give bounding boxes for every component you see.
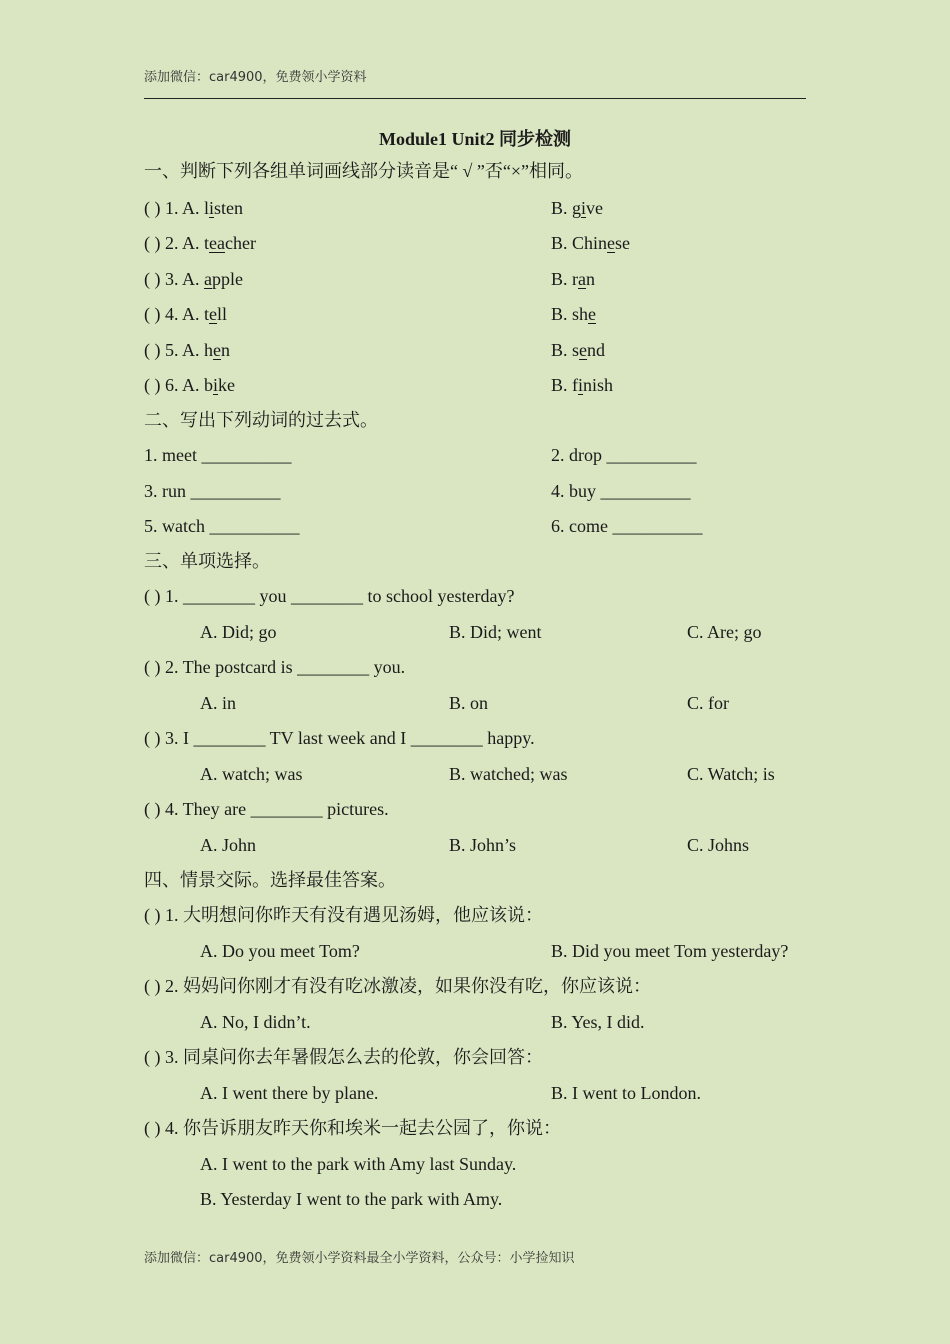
part2-heading: 二、写出下列动词的过去式。 bbox=[144, 410, 378, 430]
part4-heading: 四、情景交际。选择最佳答案。 bbox=[144, 870, 396, 890]
part4-q3-option-b: B. I went to London. bbox=[551, 1083, 701, 1103]
part1-item-2-a: ( ) 2. A. teacher bbox=[144, 233, 256, 253]
part1-item-2-b: B. Chinese bbox=[551, 233, 631, 253]
part4-q2-option-a: A. No, I didn’t. bbox=[200, 1012, 311, 1032]
part1-item-3-a: ( ) 3. A. apple bbox=[144, 269, 243, 289]
part4-q1-option-a: A. Do you meet Tom? bbox=[200, 941, 360, 961]
part4-question-2: ( ) 2. 妈妈问你刚才有没有吃冰激凌，如果你没有吃，你应该说： bbox=[144, 976, 651, 996]
header-rule bbox=[144, 98, 806, 99]
part4-q4-option-b: B. Yesterday I went to the park with Amy. bbox=[200, 1189, 503, 1209]
page-title: Module1 Unit2 同步检测 bbox=[378, 129, 571, 149]
part4-q3-option-a: A. I went there by plane. bbox=[200, 1083, 379, 1103]
part3-q1-option-c: C. Are; go bbox=[687, 622, 762, 642]
part1-item-6-a: ( ) 6. A. bike bbox=[144, 375, 236, 395]
part4-q4-option-a: A. I went to the park with Amy last Sunday. bbox=[200, 1154, 517, 1174]
part3-q3-option-c: C. Watch; is bbox=[687, 764, 775, 784]
part4-question-4: ( ) 4. 你告诉朋友昨天你和埃米一起去公园了，你说： bbox=[144, 1118, 561, 1138]
part3-q1-option-a: A. Did; go bbox=[200, 622, 277, 642]
part1-item-5-a: ( ) 5. A. hen bbox=[144, 340, 230, 360]
part3-question-3: ( ) 3. I ________ TV last week and I ________ happy. bbox=[144, 728, 535, 748]
part2-item-2: 2. drop __________ bbox=[551, 445, 697, 465]
part4-q1-option-b: B. Did you meet Tom yesterday? bbox=[551, 941, 789, 961]
part4-question-1: ( ) 1. 大明想问你昨天有没有遇见汤姆，他应该说： bbox=[144, 905, 543, 925]
part4-q2-option-b: B. Yes, I did. bbox=[551, 1012, 645, 1032]
part3-q4-option-b: B. John’s bbox=[449, 835, 517, 855]
part1-item-6-b: B. finish bbox=[551, 375, 614, 395]
part3-q2-option-a: A. in bbox=[200, 693, 236, 713]
part2-item-6: 6. come __________ bbox=[551, 516, 703, 536]
part2-item-4: 4. buy __________ bbox=[551, 481, 691, 501]
part1-item-5-b: B. send bbox=[551, 340, 606, 360]
part2-item-3: 3. run __________ bbox=[144, 481, 281, 501]
part1-item-3-b: B. ran bbox=[551, 269, 596, 289]
part3-question-1: ( ) 1. ________ you ________ to school yesterday? bbox=[144, 586, 515, 606]
part1-item-4-a: ( ) 4. A. tell bbox=[144, 304, 228, 324]
part1-heading: 一、判断下列各组单词画线部分读音是“ √ ”否“×”相同。 bbox=[144, 161, 583, 181]
part4-question-3: ( ) 3. 同桌问你去年暑假怎么去的伦敦，你会回答： bbox=[144, 1047, 543, 1067]
part3-question-4: ( ) 4. They are ________ pictures. bbox=[144, 799, 389, 819]
part3-q4-option-a: A. John bbox=[200, 835, 257, 855]
part1-item-1-b: B. give bbox=[551, 198, 604, 218]
part2-item-5: 5. watch __________ bbox=[144, 516, 300, 536]
part1-item-1-a: ( ) 1. A. listen bbox=[144, 198, 244, 218]
part1-item-4-b: B. she bbox=[551, 304, 597, 324]
part3-q1-option-b: B. Did; went bbox=[449, 622, 542, 642]
part3-q3-option-a: A. watch; was bbox=[200, 764, 303, 784]
part3-q2-option-b: B. on bbox=[449, 693, 489, 713]
part3-question-2: ( ) 2. The postcard is ________ you. bbox=[144, 657, 406, 677]
part2-item-1: 1. meet __________ bbox=[144, 445, 292, 465]
header-text: 添加微信：car4900，免费领小学资料 bbox=[144, 70, 367, 85]
part3-q4-option-c: C. Johns bbox=[687, 835, 750, 855]
part3-heading: 三、单项选择。 bbox=[144, 551, 270, 571]
part3-q3-option-b: B. watched; was bbox=[449, 764, 568, 784]
footer-text: 添加微信：car4900，免费领小学资料最全小学资料，公众号：小学捡知识 bbox=[144, 1251, 575, 1266]
part3-q2-option-c: C. for bbox=[687, 693, 729, 713]
